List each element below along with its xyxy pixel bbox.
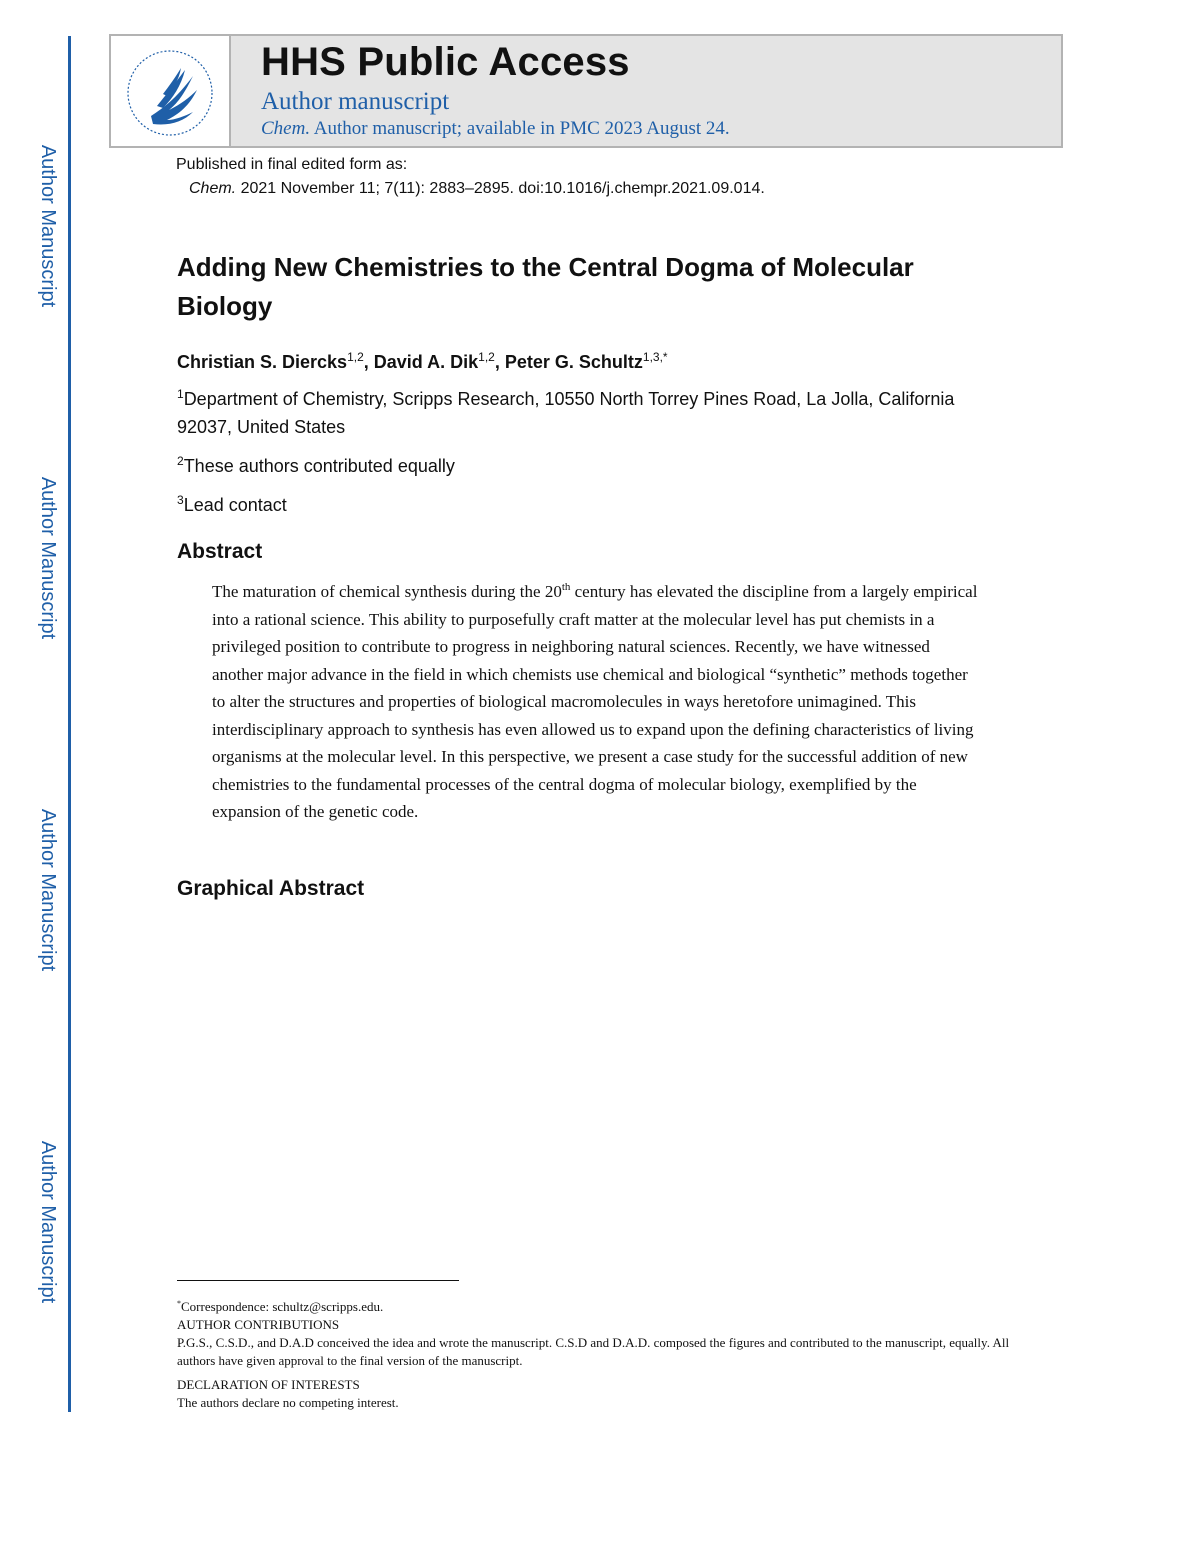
hhs-eagle-icon [123, 46, 217, 140]
published-label: Published in final edited form as: [176, 156, 408, 173]
contributions-text: P.G.S., C.S.D., and D.A.D conceived the idea and wrote the manuscript. C.S.D and D.A.D. composed the figures and contributed to the manuscript, equally. All authors have given approval to the final version of the manuscript. [177, 1335, 1010, 1368]
affiliation: $^3$Lead contact [177, 493, 287, 515]
graphical-abstract-heading: Graphical Abstract [177, 877, 365, 900]
hhs-header-panel [231, 36, 1061, 146]
citation-line: Chem. 2021 November 11; 7(11): 2883–2895. doi:10.1016/j.chempr.2021.09.014. [189, 180, 765, 197]
hhs-logo [111, 36, 231, 146]
interests-heading: DECLARATION OF INTERESTS [177, 1377, 360, 1392]
author-name: David A. Dik [373, 352, 479, 372]
sidebar-rule [68, 36, 71, 1412]
hhs-header [109, 34, 1063, 148]
interests-text: The authors declare no competing interest. [177, 1395, 399, 1410]
author-name: Peter G. Schultz [504, 352, 643, 372]
manuscript-label: Author manuscript [261, 88, 450, 115]
contributions-heading: AUTHOR CONTRIBUTIONS [177, 1317, 340, 1332]
affiliation: $^1$Department of Chemistry, Scripps Research, 10550 North Torrey Pines Road, La Jolla, California 92037, United States [177, 387, 955, 437]
availability-line: Chem. Author manuscript; available in PMC 2023 August 24. [261, 118, 730, 139]
author-list: Christian S. Diercks$^{1,2}$, David A. Dik$^{1,2}$, Peter G. Schultz$^{1,3,*}$ [177, 350, 668, 372]
footnote-rule [177, 1280, 459, 1281]
affiliation: $^2$These authors contributed equally [177, 454, 455, 476]
abstract-text: The maturation of chemical synthesis during the 20th century has elevated the discipline from a largely empirical into a rational science. This ability to purposefully craft matter at the molecular level has put chemists in a privileged position to contribute to progress in neighboring natural sciences. Recently, we have witnessed another major advance in the field in which chemists use chemical and biological “synthetic” methods together to alter the structures and properties of biological macromolecules in ways heretofore unimagined. This interdisciplinary approach to synthesis has even allowed us to expand upon the defining characteristics of living organisms at the molecular level. In this perspective, we present a case study for the successful addition of new chemistries to the fundamental processes of the central dogma of molecular biology, exemplified by the expansion of the genetic code. [212, 581, 978, 821]
abstract-heading: Abstract [177, 540, 263, 563]
article-title: Adding New Chemistries to the Central Dogma of Molecular Biology [177, 252, 914, 321]
correspondence-note: *Correspondence: schultz@scripps.edu. [177, 1299, 384, 1314]
author-name: Christian S. Diercks [177, 352, 348, 372]
hhs-title: HHS Public Access [261, 40, 630, 84]
